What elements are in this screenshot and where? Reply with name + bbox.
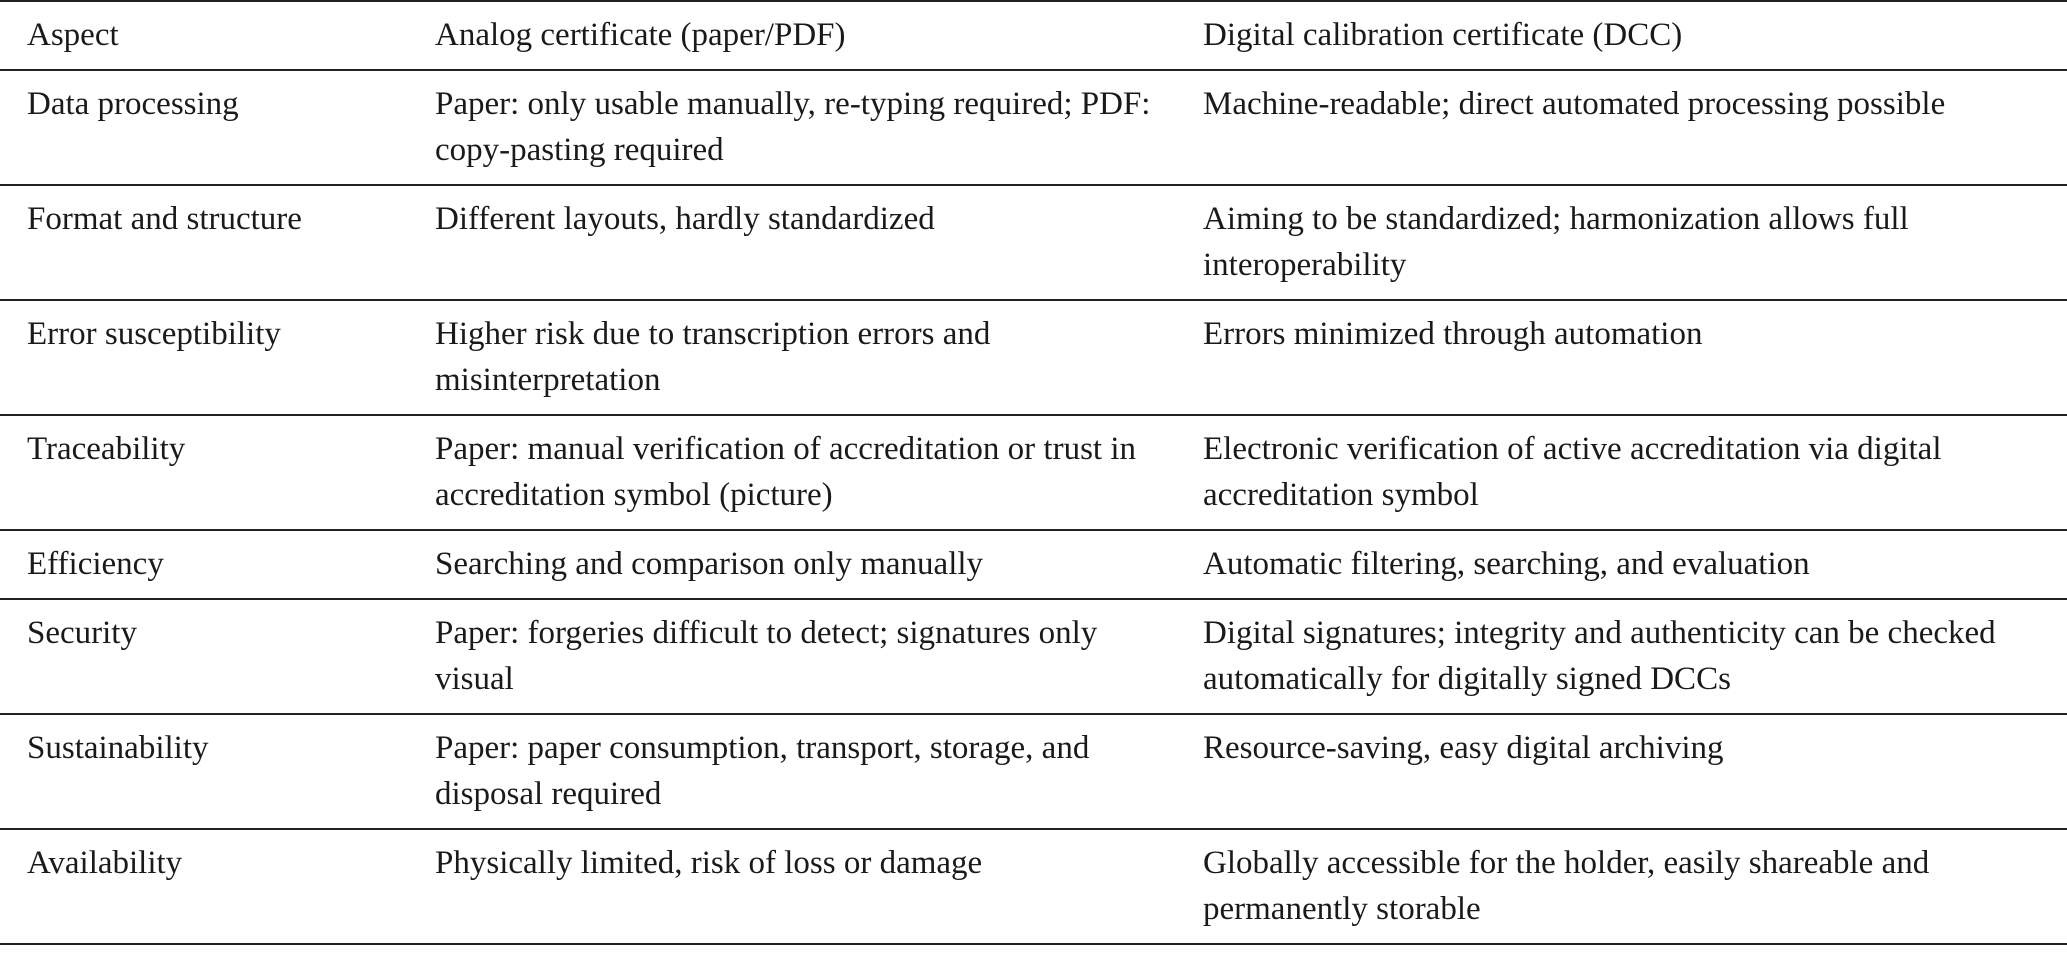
cell-digital: Aiming to be standardized; harmonization allows full interoperability xyxy=(1203,201,1909,283)
cell-analog: Different layouts, hardly standardized xyxy=(435,201,935,237)
table-body xyxy=(0,70,2067,944)
cell-analog: Physically limited, risk of loss or damage xyxy=(435,845,983,881)
table-row xyxy=(0,829,2067,944)
cell-aspect: Traceability xyxy=(27,431,186,467)
cell-aspect: Sustainability xyxy=(27,730,209,766)
cell-analog: Searching and comparison only manually xyxy=(435,546,984,582)
cell-digital: Digital signatures; integrity and authenticity can be checked automatically for digitally signed DCCs xyxy=(1203,615,1996,697)
header-aspect: Aspect xyxy=(27,17,119,53)
table-row xyxy=(0,415,2067,530)
header-row xyxy=(0,1,2067,70)
cell-digital: Machine-readable; direct automated processing possible xyxy=(1203,86,1946,122)
cell-aspect: Efficiency xyxy=(27,546,164,582)
cell-analog: Paper: paper consumption, transport, storage, and disposal required xyxy=(435,730,1090,812)
table-row xyxy=(0,599,2067,714)
table-row xyxy=(0,530,2067,599)
cell-aspect: Security xyxy=(27,615,137,651)
table-row xyxy=(0,714,2067,829)
cell-aspect: Availability xyxy=(27,845,183,881)
cell-digital: Resource-saving, easy digital archiving xyxy=(1203,730,1724,766)
cell-analog: Paper: forgeries difficult to detect; signatures only visual xyxy=(435,615,1098,697)
cell-aspect: Format and structure xyxy=(27,201,302,237)
cell-aspect: Data processing xyxy=(27,86,239,122)
table-header xyxy=(0,1,2067,70)
table-row xyxy=(0,185,2067,300)
cell-digital: Automatic filtering, searching, and evaluation xyxy=(1203,546,1810,582)
cell-analog: Higher risk due to transcription errors and misinterpretation xyxy=(435,316,991,398)
cell-digital: Electronic verification of active accreditation via digital accreditation symbol xyxy=(1203,431,1942,513)
table-row xyxy=(0,300,2067,415)
cell-aspect: Error susceptibility xyxy=(27,316,281,352)
header-analog-certificate: Analog certificate (paper/PDF) xyxy=(435,17,846,53)
cell-analog: Paper: only usable manually, re-typing required; PDF: copy-pasting required xyxy=(435,86,1151,168)
cell-analog: Paper: manual verification of accreditation or trust in accreditation symbol (picture) xyxy=(435,431,1136,513)
header-digital-certificate: Digital calibration certificate (DCC) xyxy=(1203,17,1683,53)
cell-digital: Globally accessible for the holder, easily shareable and permanently storable xyxy=(1203,845,1930,927)
cell-digital: Errors minimized through automation xyxy=(1203,316,1703,352)
table-row xyxy=(0,70,2067,185)
